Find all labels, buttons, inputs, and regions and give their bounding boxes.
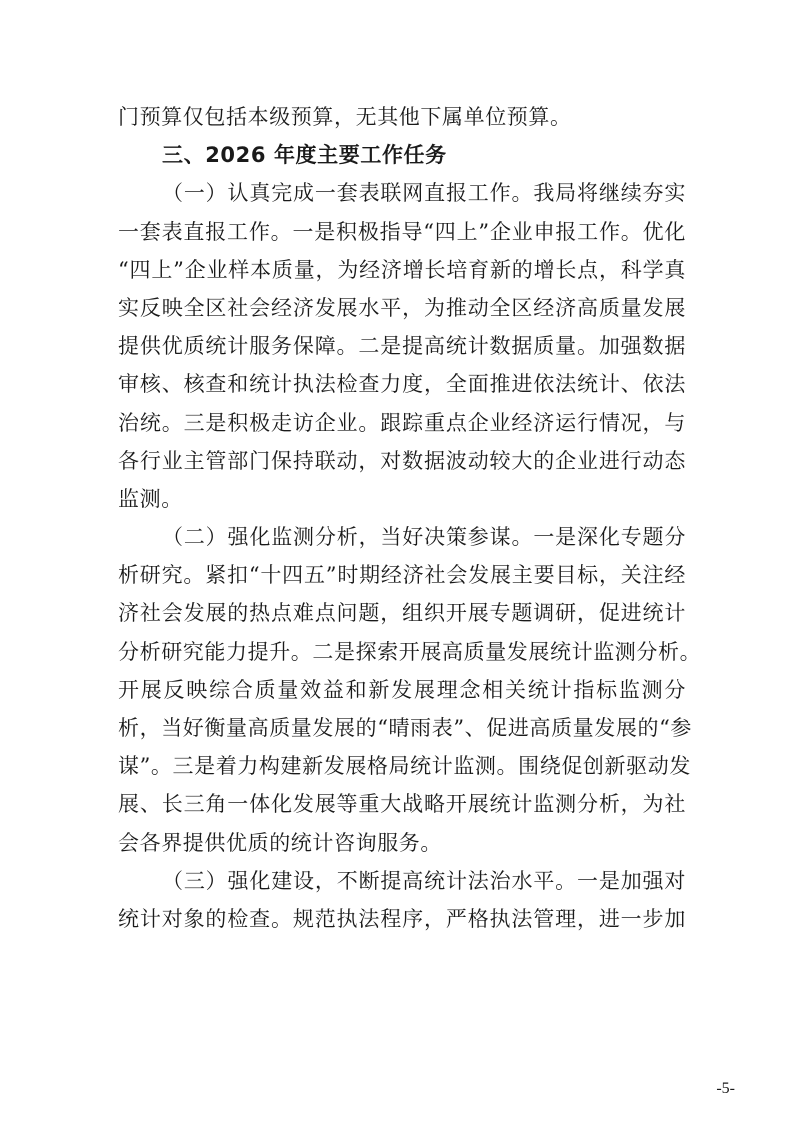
paragraph-line: （三）强化建设，不断提高统计法治水平。一是加强对: [162, 868, 686, 893]
paragraph-line: 统计对象的检查。规范执法程序，严格执法管理，进一步加: [118, 906, 686, 931]
paragraph-line: 会各界提供优质的统计咨询服务。: [118, 830, 442, 855]
document-body: [118, 98, 702, 938]
paragraph-line: 提供优质统计服务保障。二是提高统计数据质量。加强数据: [118, 334, 686, 359]
paragraph-line: 展、长三角一体化发展等重大战略开展统计监测分析，为社: [118, 792, 686, 817]
paragraph-line: 门预算仅包括本级预算，无其他下属单位预算。: [118, 105, 572, 129]
paragraph-line: 开展反映综合质量效益和新发展理念相关统计指标监测分: [118, 677, 686, 702]
section-heading: 三、2026 年度主要工作任务: [162, 143, 447, 168]
paragraph-line: 分析研究能力提升。二是探索开展高质量发展统计监测分析。: [118, 639, 702, 664]
paragraph-line: （一）认真完成一套表联网直报工作。我局将继续夯实: [162, 181, 686, 206]
page-number: -5-: [716, 1080, 735, 1097]
paragraph-line: 各行业主管部门保持联动，对数据波动较大的企业进行动态: [118, 448, 686, 473]
paragraph-line: 实反映全区社会经济发展水平，为推动全区经济高质量发展: [118, 295, 686, 320]
paragraph-line: 谋”。三是着力构建新发展格局统计监测。围绕促创新驱动发: [118, 754, 691, 779]
paragraph-line: 济社会发展的热点难点问题，组织开展专题调研，促进统计: [118, 601, 686, 626]
paragraph-line: 析研究。紧扣“十四五”时期经济社会发展主要目标，关注经: [118, 563, 686, 588]
paragraph-line: 治统。三是积极走访企业。跟踪重点企业经济运行情况，与: [118, 410, 686, 435]
paragraph-line: 析，当好衡量高质量发展的“晴雨表”、促进高质量发展的“参: [118, 716, 693, 740]
paragraph-line: 监测。: [118, 486, 183, 511]
paragraph-line: 一套表直报工作。一是积极指导“四上”企业申报工作。优化: [118, 219, 686, 244]
paragraph-line: 审核、核查和统计执法检查力度，全面推进依法统计、依法: [118, 372, 686, 397]
paragraph-line: “四上”企业样本质量，为经济增长培育新的增长点，科学真: [118, 257, 686, 282]
paragraph-line: （二）强化监测分析，当好决策参谋。一是深化专题分: [162, 525, 686, 550]
